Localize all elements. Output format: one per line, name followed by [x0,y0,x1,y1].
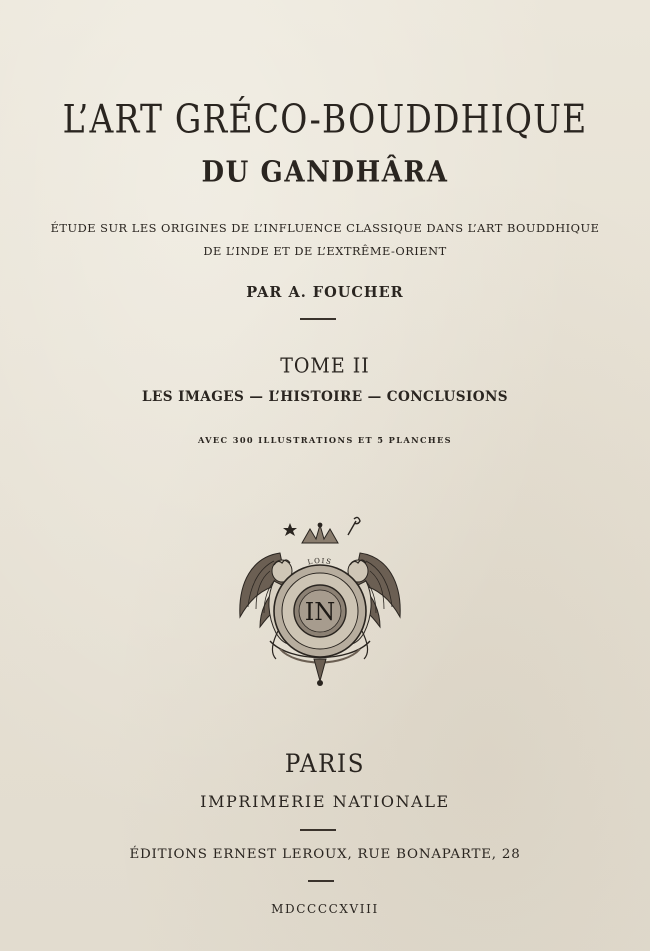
illustrations-note: AVEC 300 ILLUSTRATIONS ET 5 PLANCHES [198,435,452,445]
divider-rule-bottom [308,880,334,882]
subtitle-line-2: DE L’INDE ET DE L’EXTRÊME-ORIENT [203,244,447,258]
book-title-region: DU GANDHÂRA [201,156,449,189]
volume-number: TOME II [280,354,370,378]
emblem-monogram: IN [304,598,336,626]
author-line: PAR A. FOUCHER [246,284,404,301]
divider-rule-top [300,318,336,320]
book-title: L’ART GRÉCO-BOUDDHIQUE [62,96,588,143]
divider-rule-middle [300,829,336,831]
imprint-printer: IMPRIMERIE NATIONALE [200,792,450,811]
imprimerie-nationale-emblem [230,513,410,693]
emblem-motto: LOIS [306,556,334,567]
volume-parts: LES IMAGES — L’HISTOIRE — CONCLUSIONS [142,389,508,405]
subtitle-line-1: ÉTUDE SUR LES ORIGINES DE L’INFLUENCE CLASSIQUE DANS L’ART BOUDDHIQUE [50,221,600,235]
imprint-publisher: ÉDITIONS ERNEST LEROUX, RUE BONAPARTE, 28 [129,847,521,862]
imprint-city: PARIS [284,750,366,779]
imprint-year: MDCCCCXVIII [271,902,379,916]
emblem-icon [230,513,410,693]
